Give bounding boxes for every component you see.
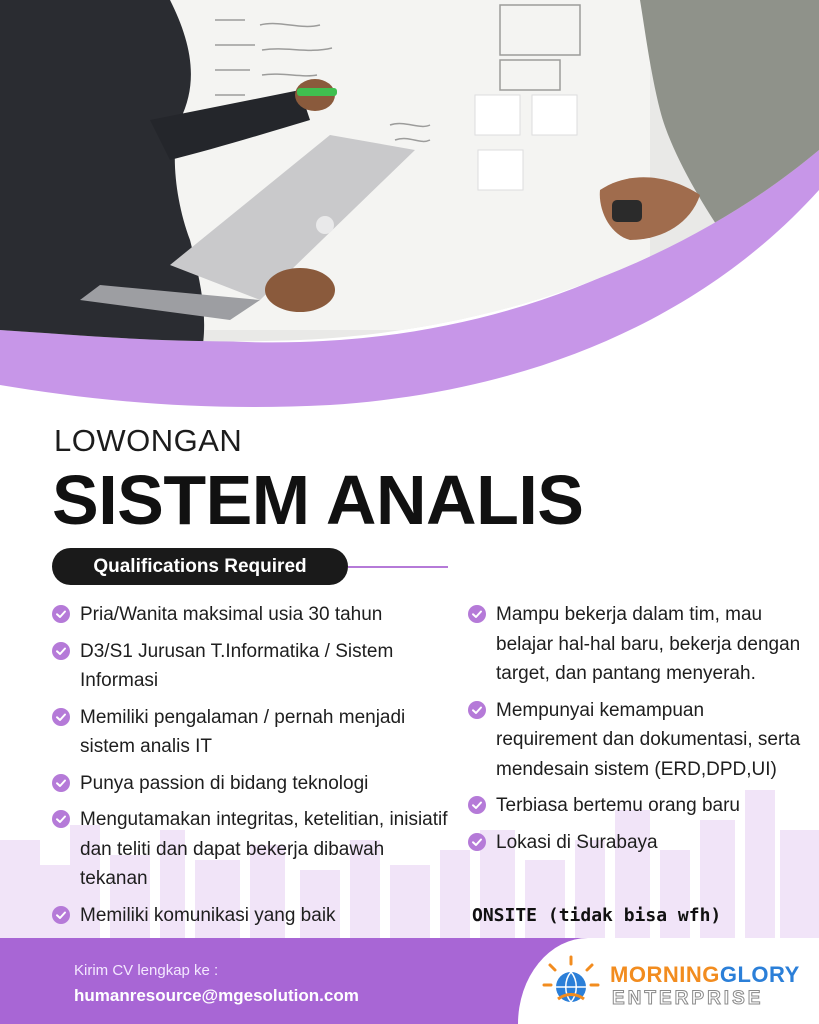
check-circle-icon: [52, 605, 70, 623]
qualifications-divider: [348, 566, 448, 568]
footer-email-link[interactable]: humanresource@mgesolution.com: [74, 986, 359, 1005]
check-circle-icon: [52, 810, 70, 828]
qualification-item: [52, 901, 452, 931]
check-circle-icon: [52, 774, 70, 792]
check-circle-icon: [52, 642, 70, 660]
qualification-item: [468, 696, 808, 785]
footer-cv-label: Kirim CV lengkap ke :: [74, 962, 219, 979]
qualification-text: Memiliki pengalaman / pernah menjadi sistem analis IT: [80, 706, 406, 757]
qualification-text: Pria/Wanita maksimal usia 30 tahun: [80, 604, 383, 625]
qualification-text: Punya passion di bidang teknologi: [80, 772, 369, 794]
check-circle-icon: [52, 906, 70, 924]
qualification-text: Mengutamakan integritas, ketelitian, inisiatif dan teliti dan dapat bekerja dibawah tekanan: [80, 809, 448, 889]
logo-wordmark: [610, 962, 800, 988]
qualification-text: D3/S1 Jurusan T.Informatika / Sistem Informasi: [80, 640, 394, 691]
qualification-text: Mampu bekerja dalam tim, mau belajar hal-hal baru, bekerja dengan target, dan pantang menyerah.: [496, 604, 801, 684]
qualification-item: [468, 828, 808, 858]
work-mode-note: ONSITE (tidak bisa wfh): [472, 905, 722, 926]
check-circle-icon: [468, 605, 486, 623]
job-title-heading: SISTEM ANALIS: [52, 461, 584, 539]
kicker-text: LOWONGAN: [54, 423, 243, 458]
hero-illustration: [0, 0, 819, 420]
qualifications-list-left: [52, 600, 452, 937]
qualification-item: [52, 600, 452, 630]
qualification-text: Lokasi di Surabaya: [496, 831, 658, 853]
qualifications-label: Qualifications Required: [52, 548, 348, 585]
hero-photo: [0, 0, 819, 420]
qualification-item: [52, 805, 452, 894]
qualification-item: [52, 637, 452, 696]
check-circle-icon: [52, 708, 70, 726]
check-circle-icon: [468, 833, 486, 851]
qualification-item: [468, 600, 808, 689]
qualification-item: [52, 769, 452, 799]
qualification-item: [468, 791, 808, 821]
check-circle-icon: [468, 796, 486, 814]
qualification-text: Mempunyai kemampuan requirement dan dokumentasi, serta mendesain sistem (ERD,DPD,UI): [496, 699, 801, 780]
qualification-item: [52, 703, 452, 762]
sun-globe-logo-icon: [542, 955, 600, 1013]
logo-word-glory: GLORY: [719, 962, 800, 987]
qualification-text: Terbiasa bertemu orang baru: [496, 795, 740, 816]
qualifications-list-right: [468, 600, 808, 864]
logo-subword: ENTERPRISE: [612, 988, 764, 1009]
check-circle-icon: [468, 701, 486, 719]
logo-word-morning: MORNING: [610, 962, 720, 987]
qualification-text: Memiliki komunikasi yang baik: [80, 904, 336, 926]
